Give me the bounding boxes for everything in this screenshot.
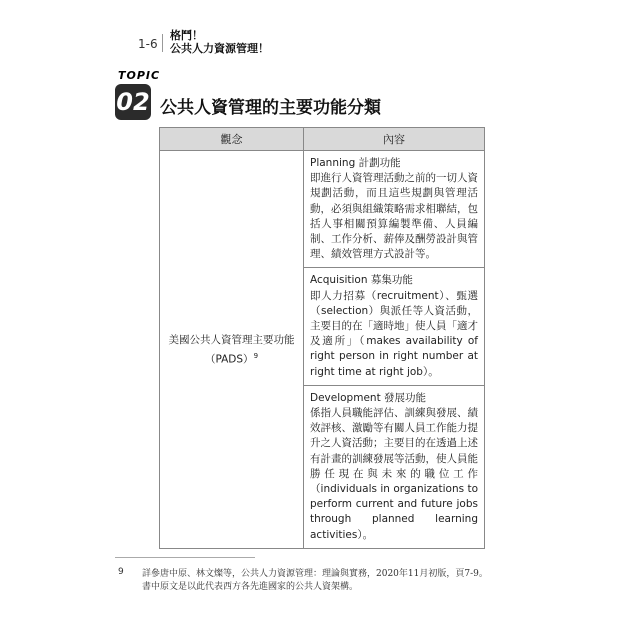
topic-label: TOPIC [118,69,161,82]
page-number: 1-6 [138,37,158,51]
functions-table [159,127,485,549]
table-row [160,151,485,268]
header-divider [162,34,163,52]
footnote-number: 9 [118,567,124,577]
concept-text: 美國公共人資管理主要功能 [168,333,295,346]
table-header-row [160,128,485,151]
footnote-text-line1: 詳參唐中原、林文燦等，公共人力資源管理：理論與實務，2020年11月初版，頁7-9。 [142,569,488,579]
content-cell-acquisition [304,268,485,385]
function-title: Planning 計劃功能 [310,157,401,169]
function-body: 即人力招募（recruitment）、甄選（selection）與派任等人資活動，主要目的在「適時地」使人員「適才及適所」（makes availability of right person in right number at right time at right job）。 [310,289,478,378]
section-title: 公共人資管理的主要功能分類 [160,98,381,118]
function-title: Development 發展功能 [310,391,427,404]
function-title: Acquisition 募集功能 [310,274,413,287]
footnote-text-line2: 書中原文是以此代表西方各先進國家的公共人資架構。 [142,582,359,592]
header-content: 內容 [304,128,485,151]
concept-abbr: （PADS） [204,353,254,366]
footnote-ref: 9 [253,351,259,360]
topic-number-badge: 02 [115,84,151,120]
function-body: 即進行人資管理活動之前的一切人資規劃活動，而且這些規劃與管理活動，必須與組織策略需求相聯結，包括人事相關預算編製準備、人員編制、工作分析、薪俸及酬勞設計與管理、績效管理方式設計等。 [310,172,478,261]
running-title-line2: 公共人力資源管理！ [170,42,269,55]
running-title-line1: 格鬥！ [170,29,203,42]
content-cell-planning [304,151,485,268]
content-cell-development [304,385,485,548]
footnote-divider [115,557,255,558]
function-body: 係指人員職能評估、訓練與發展、績效評核、激勵等有關人員工作能力提升之人資活動；主要目的在透過上述有計畫的訓練發展等活動，使人員能勝任現在與未來的職位工作（individuals in organizations to perform current and future jobs through planned learning activities）。 [310,407,478,541]
header-concept: 觀念 [160,128,304,151]
concept-cell [160,151,304,549]
